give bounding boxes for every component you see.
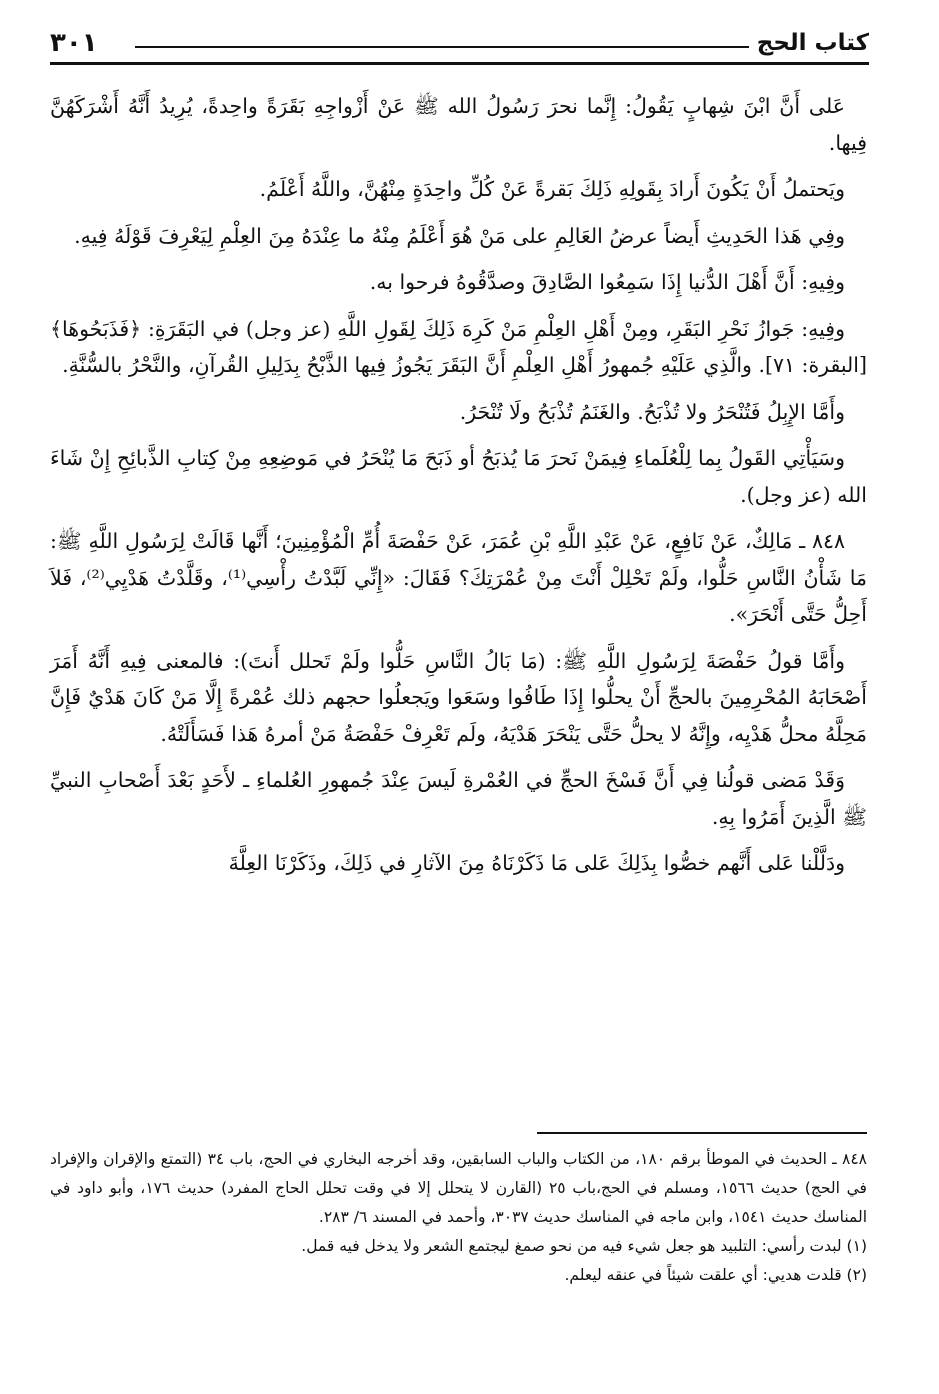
page-number: ٣٠١ [50,28,98,58]
paragraph: وأَمَّا الإِبِلُ فَتُنْحَرُ ولا تُذْبَحُ. والغَنَمُ تُذْبَحُ ولَا تُنْحَرُ. [459,399,845,424]
header-rule [50,62,869,65]
running-head [50,22,869,64]
paragraph: وفِيهِ: أَنَّ أَهْلَ الدُّنيا إِذَا سَمِعُوا الصَّادِقَ وصدَّقُوهُ فرحوا به. [369,270,845,294]
footnote-2: (٢) قلدت هديي: أي علقت شيئاً في عنقه ليعلم. [564,1266,867,1284]
paragraph: ودَلَّلْنا عَلى أَنَّهم خصُّوا بِذَلِكَ عَلى مَا ذَكَرْنَاهُ مِنَ الآثارِ في ذَلِكَ، وذَكَرْنَا العِلَّةَ [228,851,845,875]
body-text [50,88,867,892]
paragraph: وأَمَّا قولُ حَفْصَةَ لِرَسُولِ اللَّهِ ﷺ: (مَا بَالُ النَّاسِ حَلُّوا ولَمْ تَحلل أَنتَ): فالمعنى فِيهِ أَنَّهُ أَمَرَ أَصْحَابَهُ المُحْرِمِينَ بالحجِّ أَنْ يحلُّوا إِذَا طَافُوا وسَعَوا ويَجعلُوا حجهم ذلك عُمْرةً إِلَّا مَنْ كَانَ هَدْيٌ فَإِنَّ مَحِلَّهُ محلُّ هَدْيِه، وإِنَّهُ لا يحلُّ حَتَّى يَنْحَرَ هَدْيَهُ، ولَم تَعْرِفْ حَفْصَةُ مَنْ أمرهُ هَذا فَسَأَلَتْهُ. [50,648,867,746]
paragraph: وفِي هَذا الحَدِيثِ أَيضاً عرضُ العَالِمِ على مَنْ هُوَ أَعْلَمُ مِنْهُ ما عِنْدَهُ مِنَ العِلْمِ لِيَعْرِفَ قَوْلَهُ فِيهِ. [74,223,845,248]
footnote-1: (١) لبدت رأسي: التلبيد هو جعل شيء فيه من نحو صمغ ليجتمع الشعر ولا يدخل فيه قمل. [301,1237,867,1255]
footnote-hadith-source: ٨٤٨ ـ الحديث في الموطأ برقم ١٨٠، من الكتاب والباب السابقين، وقد أخرجه البخاري في الحج، باب ٣٤ (التمتع والإقران والإفراد في الحج) حديث ١٥٦٦، ومسلم في الحج،باب ٢٥ (القارن لا يتحلل إلا في وقت تحلل الحاج المفرد) حديث ١٧٦، وأبو داود في المناسك حديث ١٥٤١، وابن ماجه في المناسك حديث ٣٠٣٧، وأحمد في المسند ٦/ ٢٨٣. [50,1150,867,1226]
footnote-rule [537,1132,867,1134]
book-title: كتاب الحج [756,30,869,56]
footnotes [50,1145,867,1290]
paragraph: عَلى أَنَّ ابْنَ شِهابٍ يَقُولُ: إِنَّما نحرَ رَسُولُ الله ﷺ عَنْ أَزْواجِهِ بَقَرَةً واحِدةً، يُرِيدُ أَنَّهُ أَشْرَكَهُنَّ فِيها. [50,94,867,155]
header-line [135,46,749,48]
paragraph: وفِيهِ: جَوازُ نَحْرِ البَقَرِ، ومِنْ أَهْلِ العِلْمِ مَنْ كَرِهَ ذَلِكَ لِقَولِ اللَّهِ (عز وجل) في البَقَرَةِ: ﴿فَذَبَحُوهَا﴾ [البقرة: ٧١]. والَّذِي عَلَيْهِ جُمهورُ أَهْلِ العِلْمِ أَنَّ البَقَرَ يَجُوزُ فِيها الذَّبْحُ بِدَلِيلِ القُرآنِ، والنَّحْرُ بالسُّنَّةِ. [50,316,867,377]
paragraph: ويَحتملُ أَنْ يَكُونَ أَرادَ بِقَولِهِ ذَلِكَ بَقرةً عَنْ كُلِّ واحِدَةٍ مِنْهُنَّ، واللَّهُ أَعْلَمُ. [259,177,845,201]
paragraph: وسَيَأْتِي القَولُ بِما لِلْعُلَماءِ فِيمَنْ نَحرَ مَا يُذبَحُ أو ذَبَحَ مَا يُنْحَرُ في مَوضِعِهِ مِنْ كِتابِ الذَّبائِحِ إِنْ شَاءَ الله (عز وجل). [50,446,867,507]
paragraph: وَقَدْ مَضى قولُنا فِي أَنَّ فَسْخَ الحجِّ في العُمْرةِ لَيسَ عِنْدَ جُمهورِ العُلماءِ ـ لأَحَدٍ بَعْدَ أَصْحابِ النبيِّ ﷺ الَّذِينَ أَمَرُوا بِهِ. [50,768,867,829]
hadith-paragraph: ٨٤٨ ـ مَالِكٌ، عَنْ نَافِعٍ، عَنْ عَبْدِ اللَّهِ بْنِ عُمَرَ، عَنْ حَفْصَةَ أُمِّ الْمُؤْمِنِينَ؛ أَنَّها قَالَتْ لِرَسُولِ اللَّهِ ﷺ: مَا شَأْنُ النَّاسِ حَلُّوا، ولَمْ تَحْلِلْ أَنْتَ مِنْ عُمْرَتِكَ؟ فَقَالَ: «إِنِّي لَبَّدْتُ رأْسِي⁽¹⁾، وقَلَّدْتُ هَدْيِي⁽²⁾، فَلاَ أَحِلُّ حَتَّى أَنْحَرَ». [50,529,867,626]
